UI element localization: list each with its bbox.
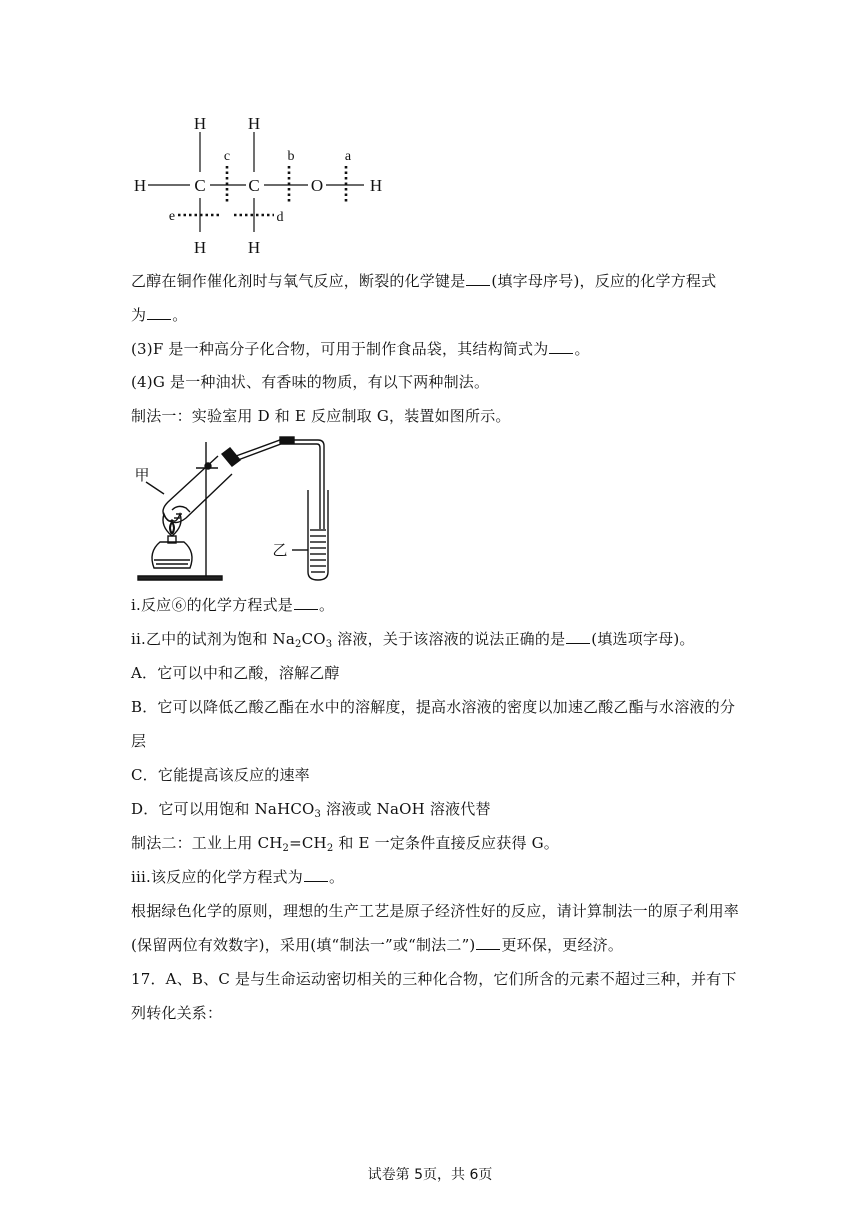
- method-one-intro: 制法一：实验室用 D 和 E 反应制取 G，装置如图所示。: [131, 407, 511, 425]
- atom-h-top-2: H: [247, 114, 261, 133]
- atom-h-bot-1: H: [193, 238, 207, 257]
- question-17-line2: 列转化关系：: [131, 1004, 223, 1022]
- answer-blank[interactable]: [147, 305, 171, 320]
- atom-h-top-1: H: [193, 114, 207, 133]
- page-footer: 试卷第 5页，共 6页: [367, 1167, 493, 1183]
- atom-o: O: [310, 176, 324, 195]
- ethanol-question-line2: 为 。: [131, 306, 188, 324]
- answer-blank[interactable]: [566, 629, 590, 644]
- answer-blank[interactable]: [294, 595, 318, 610]
- atom-c1: C: [194, 176, 206, 195]
- atom-h-left: H: [133, 176, 147, 195]
- option-a: A．它可以中和乙酸，溶解乙醇: [131, 664, 340, 682]
- green-chem-line1: 根据绿色化学的原则，理想的生产工艺是原子经济性好的反应，请计算制法一的原子利用率: [131, 902, 740, 920]
- option-d: D．它可以用饱和 NaHCO$_3$ 溶液或 NaOH 溶液代替: [131, 800, 491, 820]
- atom-h-right: H: [369, 176, 383, 195]
- bond-label-d: d: [276, 210, 284, 225]
- bond-label-e: e: [168, 209, 176, 224]
- question-3: (3)F 是一种高分子化合物，可用于制作食品袋，其结构简式为 。: [131, 340, 590, 358]
- label-jia: 甲: [134, 466, 150, 484]
- question-17-line1: 17．A、B、C 是与生命运动密切相关的三种化合物，它们所含的元素不超过三种，并有下: [131, 970, 737, 988]
- question-iii: iii.该反应的化学方程式为 。: [131, 868, 345, 886]
- question-i: i.反应⑥的化学方程式是 。: [131, 596, 335, 614]
- answer-blank[interactable]: [549, 339, 573, 354]
- green-chem-line2: (保留两位有效数字)，采用(填“制法一”或“制法二”) 更环保，更经济。: [131, 936, 624, 954]
- answer-blank[interactable]: [466, 271, 490, 286]
- question-4: (4)G 是一种油状、有香味的物质，有以下两种制法。: [131, 373, 490, 391]
- option-b-line1: B．它可以降低乙酸乙酯在水中的溶解度，提高水溶液的密度以加速乙酸乙酯与水溶液的分: [131, 698, 736, 716]
- atom-c2: C: [248, 176, 260, 195]
- esterification-apparatus-diagram: [128, 434, 358, 586]
- question-ii: ii.乙中的试剂为饱和 $Na_2CO_3$ 溶液，关于该溶液的说法正确的是 (填选项字母)。: [131, 630, 695, 650]
- ethanol-question-line1: 乙醇在铜作催化剂时与氧气反应，断裂的化学键是 (填字母序号)，反应的化学方程式: [131, 272, 717, 290]
- bond-label-a: a: [344, 149, 352, 164]
- option-c: C．它能提高该反应的速率: [131, 766, 310, 784]
- option-b-line2: 层: [131, 732, 147, 750]
- answer-blank[interactable]: [476, 935, 500, 950]
- label-yi: 乙: [272, 541, 288, 559]
- ethanol-structure-diagram: [128, 108, 398, 258]
- answer-blank[interactable]: [304, 867, 328, 882]
- method-two-intro: 制法二：工业上用 $CH_2=CH_2$ 和 E 一定条件直接反应获得 G。: [131, 834, 559, 854]
- bond-label-c: c: [223, 149, 231, 164]
- atom-h-bot-2: H: [247, 238, 261, 257]
- bond-label-b: b: [287, 149, 295, 164]
